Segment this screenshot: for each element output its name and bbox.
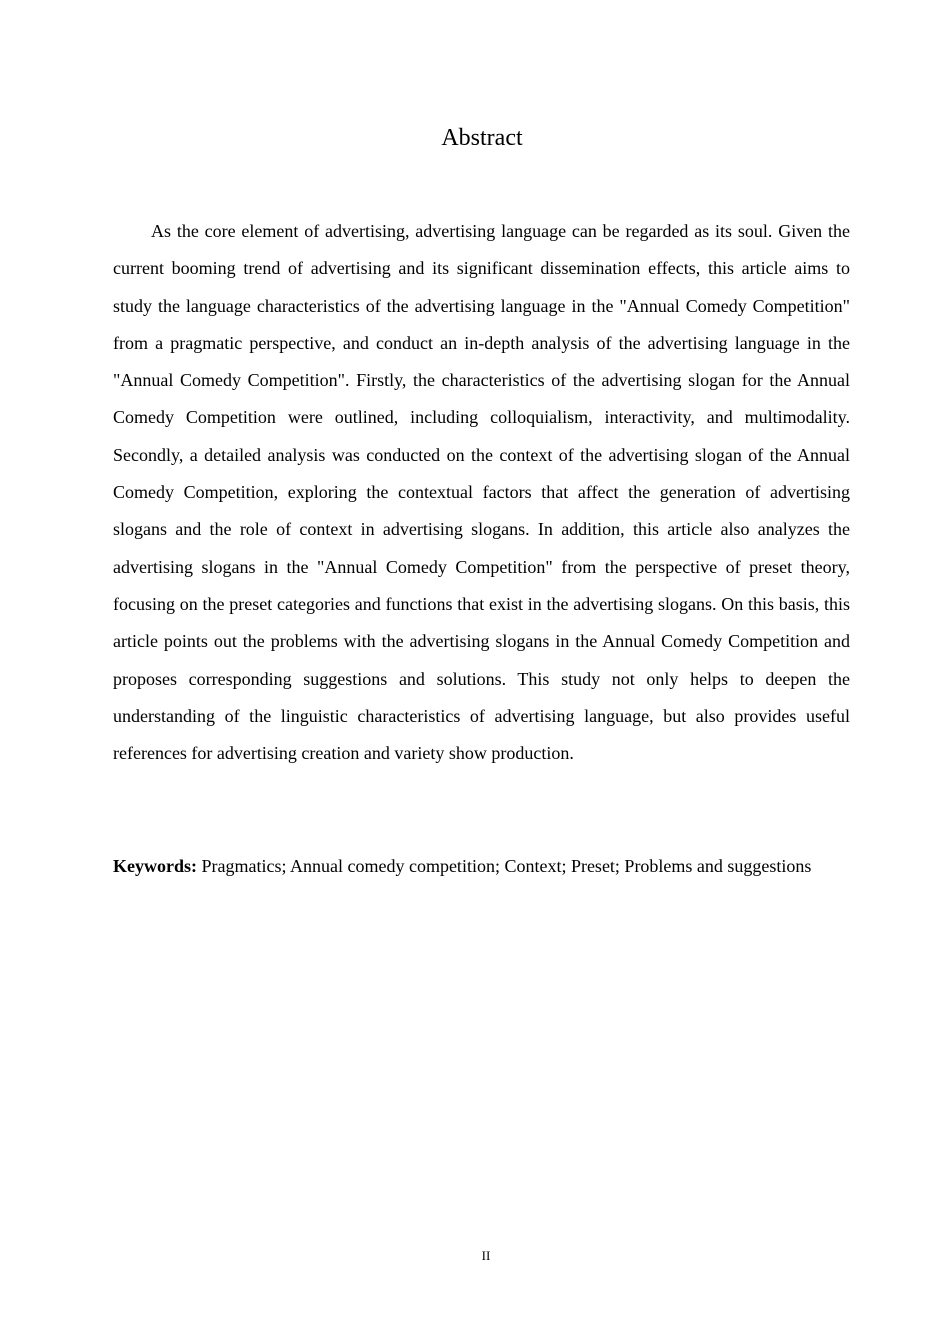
page-number: II xyxy=(481,1248,491,1263)
keywords-label: Keywords: xyxy=(113,856,197,876)
page-title: Abstract xyxy=(441,125,523,151)
abstract-paragraph: As the core element of advertising, advertising language can be regarded as its soul. Given the current booming trend of advertising and its significant dissemination effects, this article aims to study the language characteristics of the advertising language in the "Annual Comedy Competition" from a pragmatic perspective, and conduct an in-depth analysis of the advertising language in the "Annual Comedy Competition". Firstly, the characteristics of the advertising slogan for the Annual Comedy Competition were outlined, including colloquialism, interactivity, and multimodality. Secondly, a detailed analysis was conducted on the context of the advertising slogan of the Annual Comedy Competition, exploring the contextual factors that affect the generation of advertising slogans and the role of context in advertising slogans. In addition, this article also analyzes the advertising slogans in the "Annual Comedy Competition" from the perspective of preset theory, focusing on the preset categories and functions that exist in the advertising slogans. On this basis, this article points out the problems with the advertising slogans in the Annual Comedy Competition and proposes corresponding suggestions and solutions. This study not only helps to deepen the understanding of the linguistic characteristics of advertising language, but also provides useful references for advertising creation and variety show production. xyxy=(113,221,850,764)
keywords-line xyxy=(113,848,850,885)
keywords-text: Pragmatics; Annual comedy competition; Context; Preset; Problems and suggestions xyxy=(201,856,812,876)
